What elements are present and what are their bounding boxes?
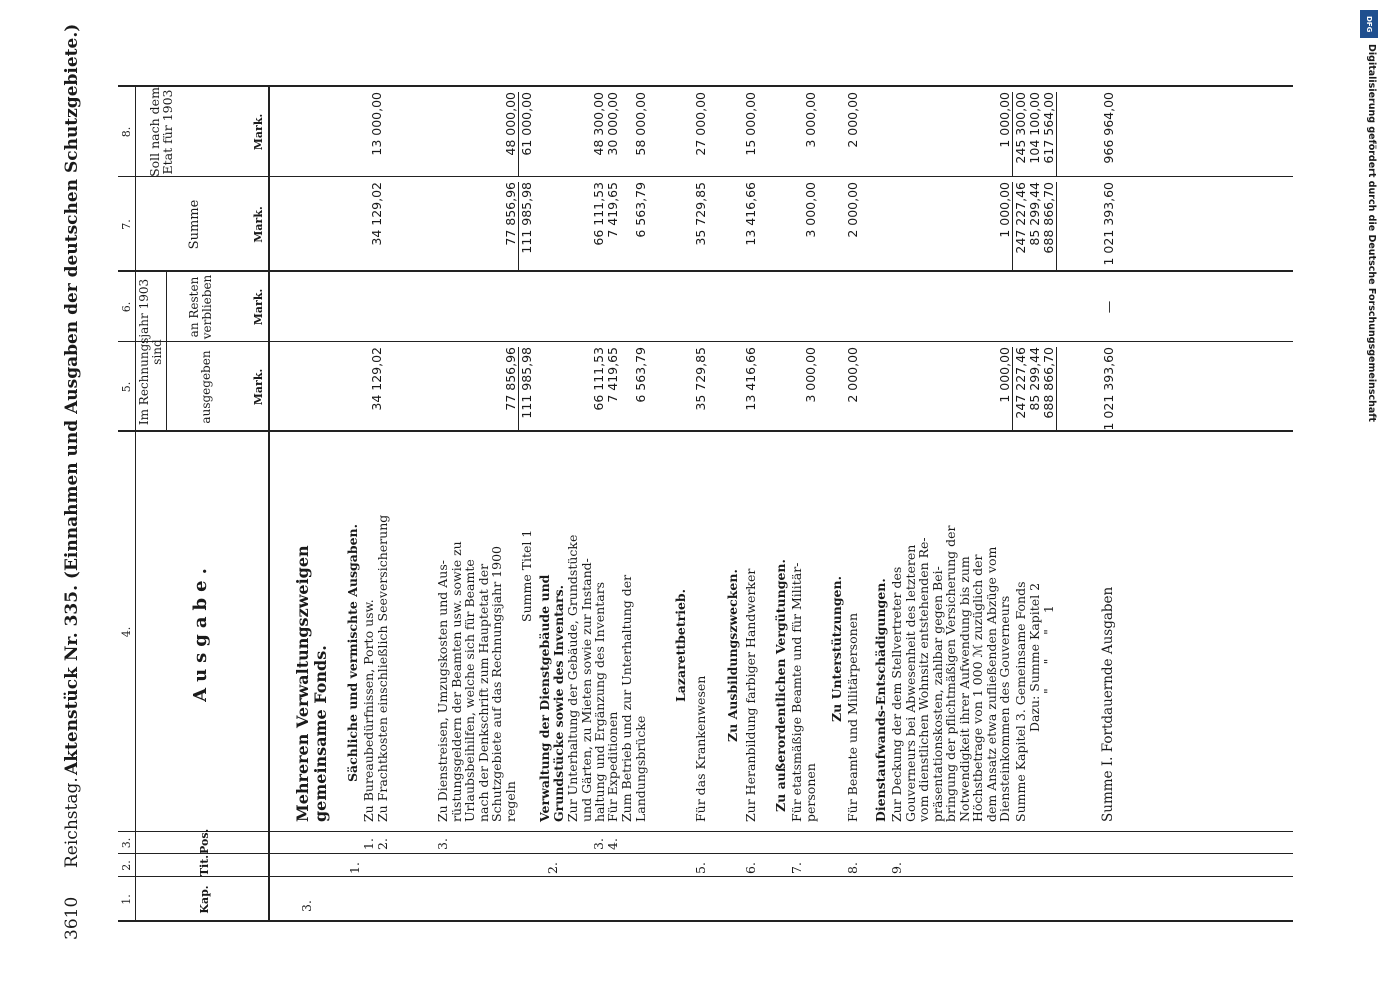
pos-2-number: 2. bbox=[375, 838, 390, 850]
sum-titel-1-label: Summe Titel 1 bbox=[519, 529, 534, 622]
dazu-kapitel-2-label: Dazu: Summe Kapitel 2 bbox=[1027, 582, 1042, 732]
tit-7-number: 7. bbox=[789, 862, 804, 874]
r2-pos-4-number: 4. bbox=[605, 838, 620, 850]
r2-p5-summe: 6 563,79 bbox=[633, 182, 648, 238]
credit-text: Digitalisierung gefördert durch die Deutsche Forschungsgemeinschaft bbox=[1366, 44, 1377, 422]
col-7-unit: Mark. bbox=[252, 206, 265, 243]
r2p3-line: Zur Unterhaltung der Gebäude, Grundstücke bbox=[565, 534, 580, 822]
r2p3-line: haltung und Ergänzung des Inventars bbox=[592, 581, 607, 822]
tit-2-number: 2. bbox=[545, 862, 560, 874]
r9text-line: Höchstbetrage von 1 000 ℳ zuzüglich der bbox=[970, 554, 985, 822]
r9text-line: Gouverneurs bei Abwesenheit des letzteren bbox=[902, 544, 918, 822]
col-pos-heading: Pos. bbox=[198, 828, 211, 854]
r9text-line: Notwendigkeit ihrer Aufwendung bis zum bbox=[956, 556, 972, 822]
col-6-unit: Mark. bbox=[252, 288, 265, 326]
r7text-line: personen bbox=[802, 763, 818, 822]
tit-9-title: Dienstaufwands-Entschädigungen. bbox=[873, 578, 888, 822]
col-4-number: 4. bbox=[120, 626, 133, 638]
pos-1-text: Zu Bureaubedürfnissen, Porto usw. bbox=[361, 599, 376, 822]
r5-summe: 35 729,85 bbox=[693, 182, 708, 246]
r2-p3-summe: 66 111,53 bbox=[591, 182, 606, 246]
r2title-line: Grundstücke sowie des Inventars. bbox=[550, 584, 566, 822]
summe-i-label: Summe I. Fortdauernde Ausgaben bbox=[1100, 586, 1116, 822]
dazu-kapitel-1-ausgegeben: 688 866,70 bbox=[1041, 347, 1056, 419]
col-8-unit: Mark. bbox=[252, 113, 265, 151]
r9text-line: dem Ansatz etwa zufließenden Abzüge vom bbox=[983, 546, 999, 822]
tit-8-text: Für Beamte und Militärpersonen bbox=[845, 612, 860, 822]
digitization-credit bbox=[1360, 10, 1380, 450]
col-5-unit: Mark. bbox=[252, 368, 265, 406]
r2p5-line: Zum Betrieb und zur Unterhaltung der bbox=[619, 574, 634, 822]
tit-6-text: Zur Heranbildung farbiger Handwerker bbox=[743, 568, 758, 822]
col-kap-heading: Kap. bbox=[198, 885, 211, 914]
tit-5-title: Lazarettbetrieb. bbox=[673, 588, 688, 702]
r9text-line: präsentationskosten, zahlbar gegen Bei- bbox=[929, 566, 945, 822]
col-3-number: 3. bbox=[120, 837, 133, 849]
p3-line: rüstungsgeldern der Beamten usw. sowie zu bbox=[448, 541, 464, 822]
col-5-6-group-heading: Im Rechnungsjahr 1903 sind bbox=[137, 278, 164, 426]
col-8-number: 8. bbox=[120, 126, 133, 138]
r2-p3-ausgegeben: 66 111,53 bbox=[591, 347, 606, 411]
sum-kapitel-3-ausgegeben: 247 227,46 bbox=[1013, 347, 1028, 419]
r7text-line: Für etatsmäßige Beamte und für Militär- bbox=[789, 562, 804, 822]
sum-titel-1-soll: 61 000,00 bbox=[519, 92, 534, 156]
r2p5-line: Landungsbrücke bbox=[632, 715, 648, 822]
sum-kapitel-3-soll: 245 300,00 bbox=[1013, 92, 1028, 164]
r8-soll: 2 000,00 bbox=[845, 92, 860, 148]
r8-ausgegeben: 2 000,00 bbox=[845, 347, 860, 403]
r2-p4-soll: 30 000,00 bbox=[605, 92, 620, 156]
r5-ausgegeben: 35 729,85 bbox=[693, 347, 708, 411]
col-ausgabe-heading: Ausgabe. bbox=[190, 562, 211, 702]
budget-table bbox=[118, 42, 1298, 922]
pos-1-number: 1. bbox=[361, 838, 376, 850]
r2-p5-ausgegeben: 6 563,79 bbox=[633, 347, 648, 403]
tit-5-number: 5. bbox=[693, 862, 708, 874]
p3-line: regeln bbox=[502, 781, 518, 822]
r2-p4-summe: 7 419,65 bbox=[605, 182, 620, 238]
dazu-kapitel-2-summe: 85 299,44 bbox=[1027, 182, 1042, 246]
r9-summe: 1 000,00 bbox=[997, 182, 1012, 238]
dazu-kapitel-2-ausgegeben: 85 299,44 bbox=[1027, 347, 1042, 411]
r9text-line: bringung der pflichtmäßigen Versicherung der bbox=[943, 525, 958, 822]
col-summe-heading: Summe bbox=[187, 199, 202, 250]
r2-p5-soll: 58 000,00 bbox=[633, 92, 648, 156]
page-number: 3610 bbox=[62, 896, 82, 940]
tit-5-text: Für das Krankenwesen bbox=[693, 675, 708, 822]
r9-ausgegeben: 1 000,00 bbox=[997, 347, 1012, 403]
dazu-kapitel-1-label: " " " 1 bbox=[1041, 605, 1056, 694]
p3-line: nach der Denkschrift zum Hauptetat der bbox=[475, 563, 491, 822]
sum-kapitel-3-summe: 247 227,46 bbox=[1013, 182, 1028, 254]
col-1-number: 1. bbox=[120, 894, 133, 905]
running-header bbox=[62, 23, 92, 940]
r1-p3-summe: 77 856,96 bbox=[503, 182, 518, 246]
r9text-line: vom dienstlichen Wohnsitz entstehenden Re- bbox=[916, 537, 931, 822]
sum-titel-1-summe: 111 985,98 bbox=[519, 182, 534, 254]
r5-soll: 27 000,00 bbox=[693, 92, 708, 156]
r1-12-summe: 34 129,02 bbox=[369, 182, 384, 246]
tit-7-title: Zu außerordentlichen Vergütungen. bbox=[773, 559, 788, 812]
col-2-number: 2. bbox=[120, 860, 133, 871]
r6-soll: 15 000,00 bbox=[743, 92, 758, 156]
tit-1-number: 1. bbox=[347, 862, 362, 874]
tit-8-title: Zu Unterstützungen. bbox=[829, 576, 844, 722]
r9text-line: Diensteinkommen des Gouverneurs bbox=[997, 595, 1012, 822]
header-reichstag: Reichstag. bbox=[62, 777, 82, 868]
dazu-kapitel-2-soll: 104 100,00 bbox=[1027, 92, 1042, 164]
dfg-logo: DFG bbox=[1360, 10, 1378, 38]
r8-summe: 2 000,00 bbox=[845, 182, 860, 238]
col-6-number: 6. bbox=[120, 301, 133, 313]
r6-summe: 13 416,66 bbox=[743, 182, 758, 246]
r9-soll: 1 000,00 bbox=[997, 92, 1012, 148]
col-tit-heading: Tit. bbox=[198, 854, 211, 877]
dazu-kapitel-1-soll: 617 564,00 bbox=[1041, 92, 1056, 164]
tit-6-title: Zu Ausbildungszwecken. bbox=[725, 569, 740, 742]
col-7-number: 7. bbox=[120, 219, 133, 230]
r2-p3-soll: 48 300,00 bbox=[591, 92, 606, 156]
summe-i-ausgegeben: 1 021 393,60 bbox=[1101, 347, 1116, 431]
r1-12-ausgegeben: 34 129,02 bbox=[369, 347, 384, 411]
col-ausgegeben-heading: ausgegeben bbox=[199, 350, 213, 424]
r9text-line: Zur Deckung der dem Stellvertreter des bbox=[889, 566, 904, 822]
tit-1-title: Sächliche und vermischte Ausgaben. bbox=[345, 524, 360, 782]
p3-line: Urlaubsbeihilfen, welche sich für Beamte bbox=[462, 559, 477, 822]
p3-line: Zu Dienstreisen, Umzugskosten und Aus- bbox=[435, 560, 450, 822]
r6-ausgegeben: 13 416,66 bbox=[743, 347, 758, 411]
r1-12-soll: 13 000,00 bbox=[369, 92, 384, 156]
pos-3-number: 3. bbox=[435, 838, 450, 850]
summe-i-soll: 966 964,00 bbox=[1101, 92, 1116, 164]
section-title: Mehreren Verwaltungszweigen gemeinsame Fonds. bbox=[293, 545, 330, 822]
pos-2-text: Zu Frachtkosten einschließlich Seeversicherung bbox=[375, 514, 390, 822]
summe-i-reste: — bbox=[1101, 300, 1116, 314]
r2p3-line: und Gärten, zu Mieten sowie zur Instand- bbox=[578, 558, 594, 822]
r2title-line: Verwaltung der Dienstgebäude und bbox=[537, 574, 552, 822]
r2-pos-3-number: 3. bbox=[591, 838, 606, 850]
tit-9-number: 9. bbox=[889, 862, 904, 874]
r7-summe: 3 000,00 bbox=[803, 182, 818, 238]
r1-p3-soll: 48 000,00 bbox=[503, 92, 518, 156]
sum-titel-1-ausgegeben: 111 985,98 bbox=[519, 347, 534, 419]
col-reste-heading: an Resten verblieben bbox=[187, 274, 214, 340]
r2p4-line: Für Expeditionen bbox=[605, 711, 620, 822]
col-soll-heading: Soll nach dem Etat für 1903 bbox=[147, 87, 175, 177]
r1-p3-ausgegeben: 77 856,96 bbox=[503, 347, 518, 411]
tit-6-number: 6. bbox=[743, 862, 758, 874]
dazu-kapitel-1-summe: 688 866,70 bbox=[1041, 182, 1056, 254]
r2-p4-ausgegeben: 7 419,65 bbox=[605, 347, 620, 403]
r7-ausgegeben: 3 000,00 bbox=[803, 347, 818, 403]
p3-line: Schutzgebiete auf das Rechnungsjahr 1900 bbox=[489, 546, 504, 822]
sum-kapitel-3-label: Summe Kapitel 3. Gemeinsame Fonds bbox=[1013, 581, 1028, 822]
col-5-number: 5. bbox=[120, 381, 133, 393]
page-title: Aktenstück Nr. 335. (Einnahmen und Ausgaben der deutschen Schutzgebiete.) bbox=[62, 23, 82, 775]
r7-soll: 3 000,00 bbox=[803, 92, 818, 148]
tit-8-number: 8. bbox=[845, 862, 860, 874]
summe-i-summe: 1 021 393,60 bbox=[1101, 182, 1116, 266]
kap-number: 3. bbox=[299, 900, 314, 912]
